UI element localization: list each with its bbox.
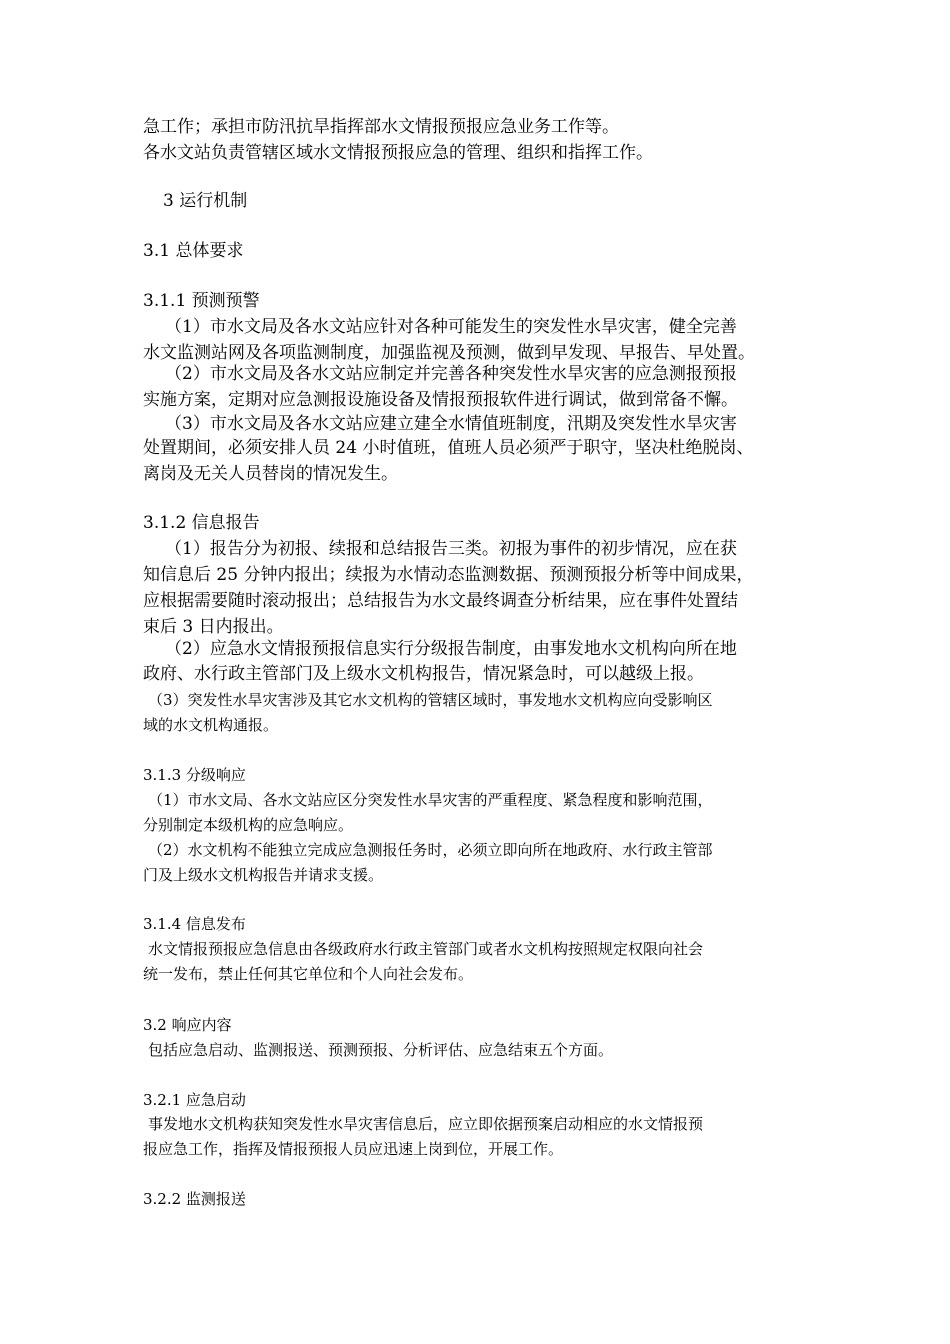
paragraph-line: 实施方案，定期对应急测报设施设备及情报预报软件进行调试，做到常备不懈。 (143, 390, 738, 410)
paragraph-line: （2）市水文局及各水文站应制定并完善各种突发性水旱灾害的应急测报预报 (165, 364, 737, 384)
subsection-heading: 3.1 总体要求 (143, 241, 244, 261)
paragraph-line: 应根据需要随时滚动报出；总结报告为水文最终调查分析结果，应在事件处置结 (143, 591, 738, 611)
paragraph-line: 统一发布，禁止任何其它单位和个人向社会发布。 (143, 965, 474, 983)
subsection-heading: 3.2.2 监测报送 (143, 1190, 246, 1208)
paragraph-line: （1）报告分为初报、续报和总结报告三类。初报为事件的初步情况，应在获 (165, 539, 737, 559)
paragraph-line: （3）市水文局及各水文站应建立建全水情值班制度，汛期及突发性水旱灾害 (165, 414, 737, 434)
paragraph-line: （1）市水文局、各水文站应区分突发性水旱灾害的严重程度、紧急程度和影响范围， (148, 791, 713, 809)
subsection-heading: 3.2 响应内容 (143, 1016, 232, 1034)
paragraph-line: 政府、水行政主管部门及上级水文机构报告，情况紧急时，可以越级上报。 (143, 664, 704, 684)
subsection-heading: 3.1.3 分级响应 (143, 766, 246, 784)
paragraph-line: 水文监测站网及各项监测制度，加强监视及预测，做到早发现、早报告、早处置。 (143, 343, 755, 363)
subsection-heading: 3.1.1 预测预警 (143, 291, 260, 311)
paragraph-line: 束后 3 日内报出。 (143, 617, 284, 637)
section-heading: 3 运行机制 (163, 191, 248, 211)
body-text-line: 各水文站负责管辖区域水文情报预报应急的管理、组织和指挥工作。 (143, 143, 653, 163)
paragraph-line: （2）水文机构不能独立完成应急测报任务时，必须立即向所在地政府、水行政主管部 (148, 841, 713, 859)
subsection-heading: 3.1.4 信息发布 (143, 915, 246, 933)
paragraph-line: 事发地水文机构获知突发性水旱灾害信息后，应立即依据预案启动相应的水文情报预 (148, 1115, 704, 1133)
paragraph-line: 报应急工作，指挥及情报预报人员应迅速上岗到位，开展工作。 (143, 1140, 564, 1158)
paragraph-line: 分别制定本级机构的应急响应。 (143, 816, 354, 834)
paragraph-line: （1）市水文局及各水文站应针对各种可能发生的突发性水旱灾害，健全完善 (165, 317, 737, 337)
paragraph-line: 包括应急启动、监测报送、预测预报、分析评估、应急结束五个方面。 (148, 1041, 614, 1059)
paragraph-line: 知信息后 25 分钟内报出；续报为水情动态监测数据、预测预报分析等中间成果， (143, 565, 754, 585)
paragraph-line: 处置期间，必须安排人员 24 小时值班，值班人员必须严于职守，坚决杜绝脱岗、 (143, 438, 754, 458)
paragraph-line: 门及上级水文机构报告并请求支援。 (143, 866, 384, 884)
paragraph-line: （3）突发性水旱灾害涉及其它水文机构的管辖区域时，事发地水文机构应向受影响区 (148, 691, 713, 709)
subsection-heading: 3.2.1 应急启动 (143, 1091, 246, 1109)
subsection-heading: 3.1.2 信息报告 (143, 513, 260, 533)
paragraph-line: 域的水文机构通报。 (143, 716, 279, 734)
paragraph-line: 离岗及无关人员替岗的情况发生。 (143, 464, 398, 484)
body-text-line: 急工作；承担市防汛抗旱指挥部水文情报预报应急业务工作等。 (143, 117, 619, 137)
paragraph-line: （2）应急水文情报预报信息实行分级报告制度，由事发地水文机构向所在地 (165, 639, 737, 659)
paragraph-line: 水文情报预报应急信息由各级政府水行政主管部门或者水文机构按照规定权限向社会 (148, 940, 704, 958)
